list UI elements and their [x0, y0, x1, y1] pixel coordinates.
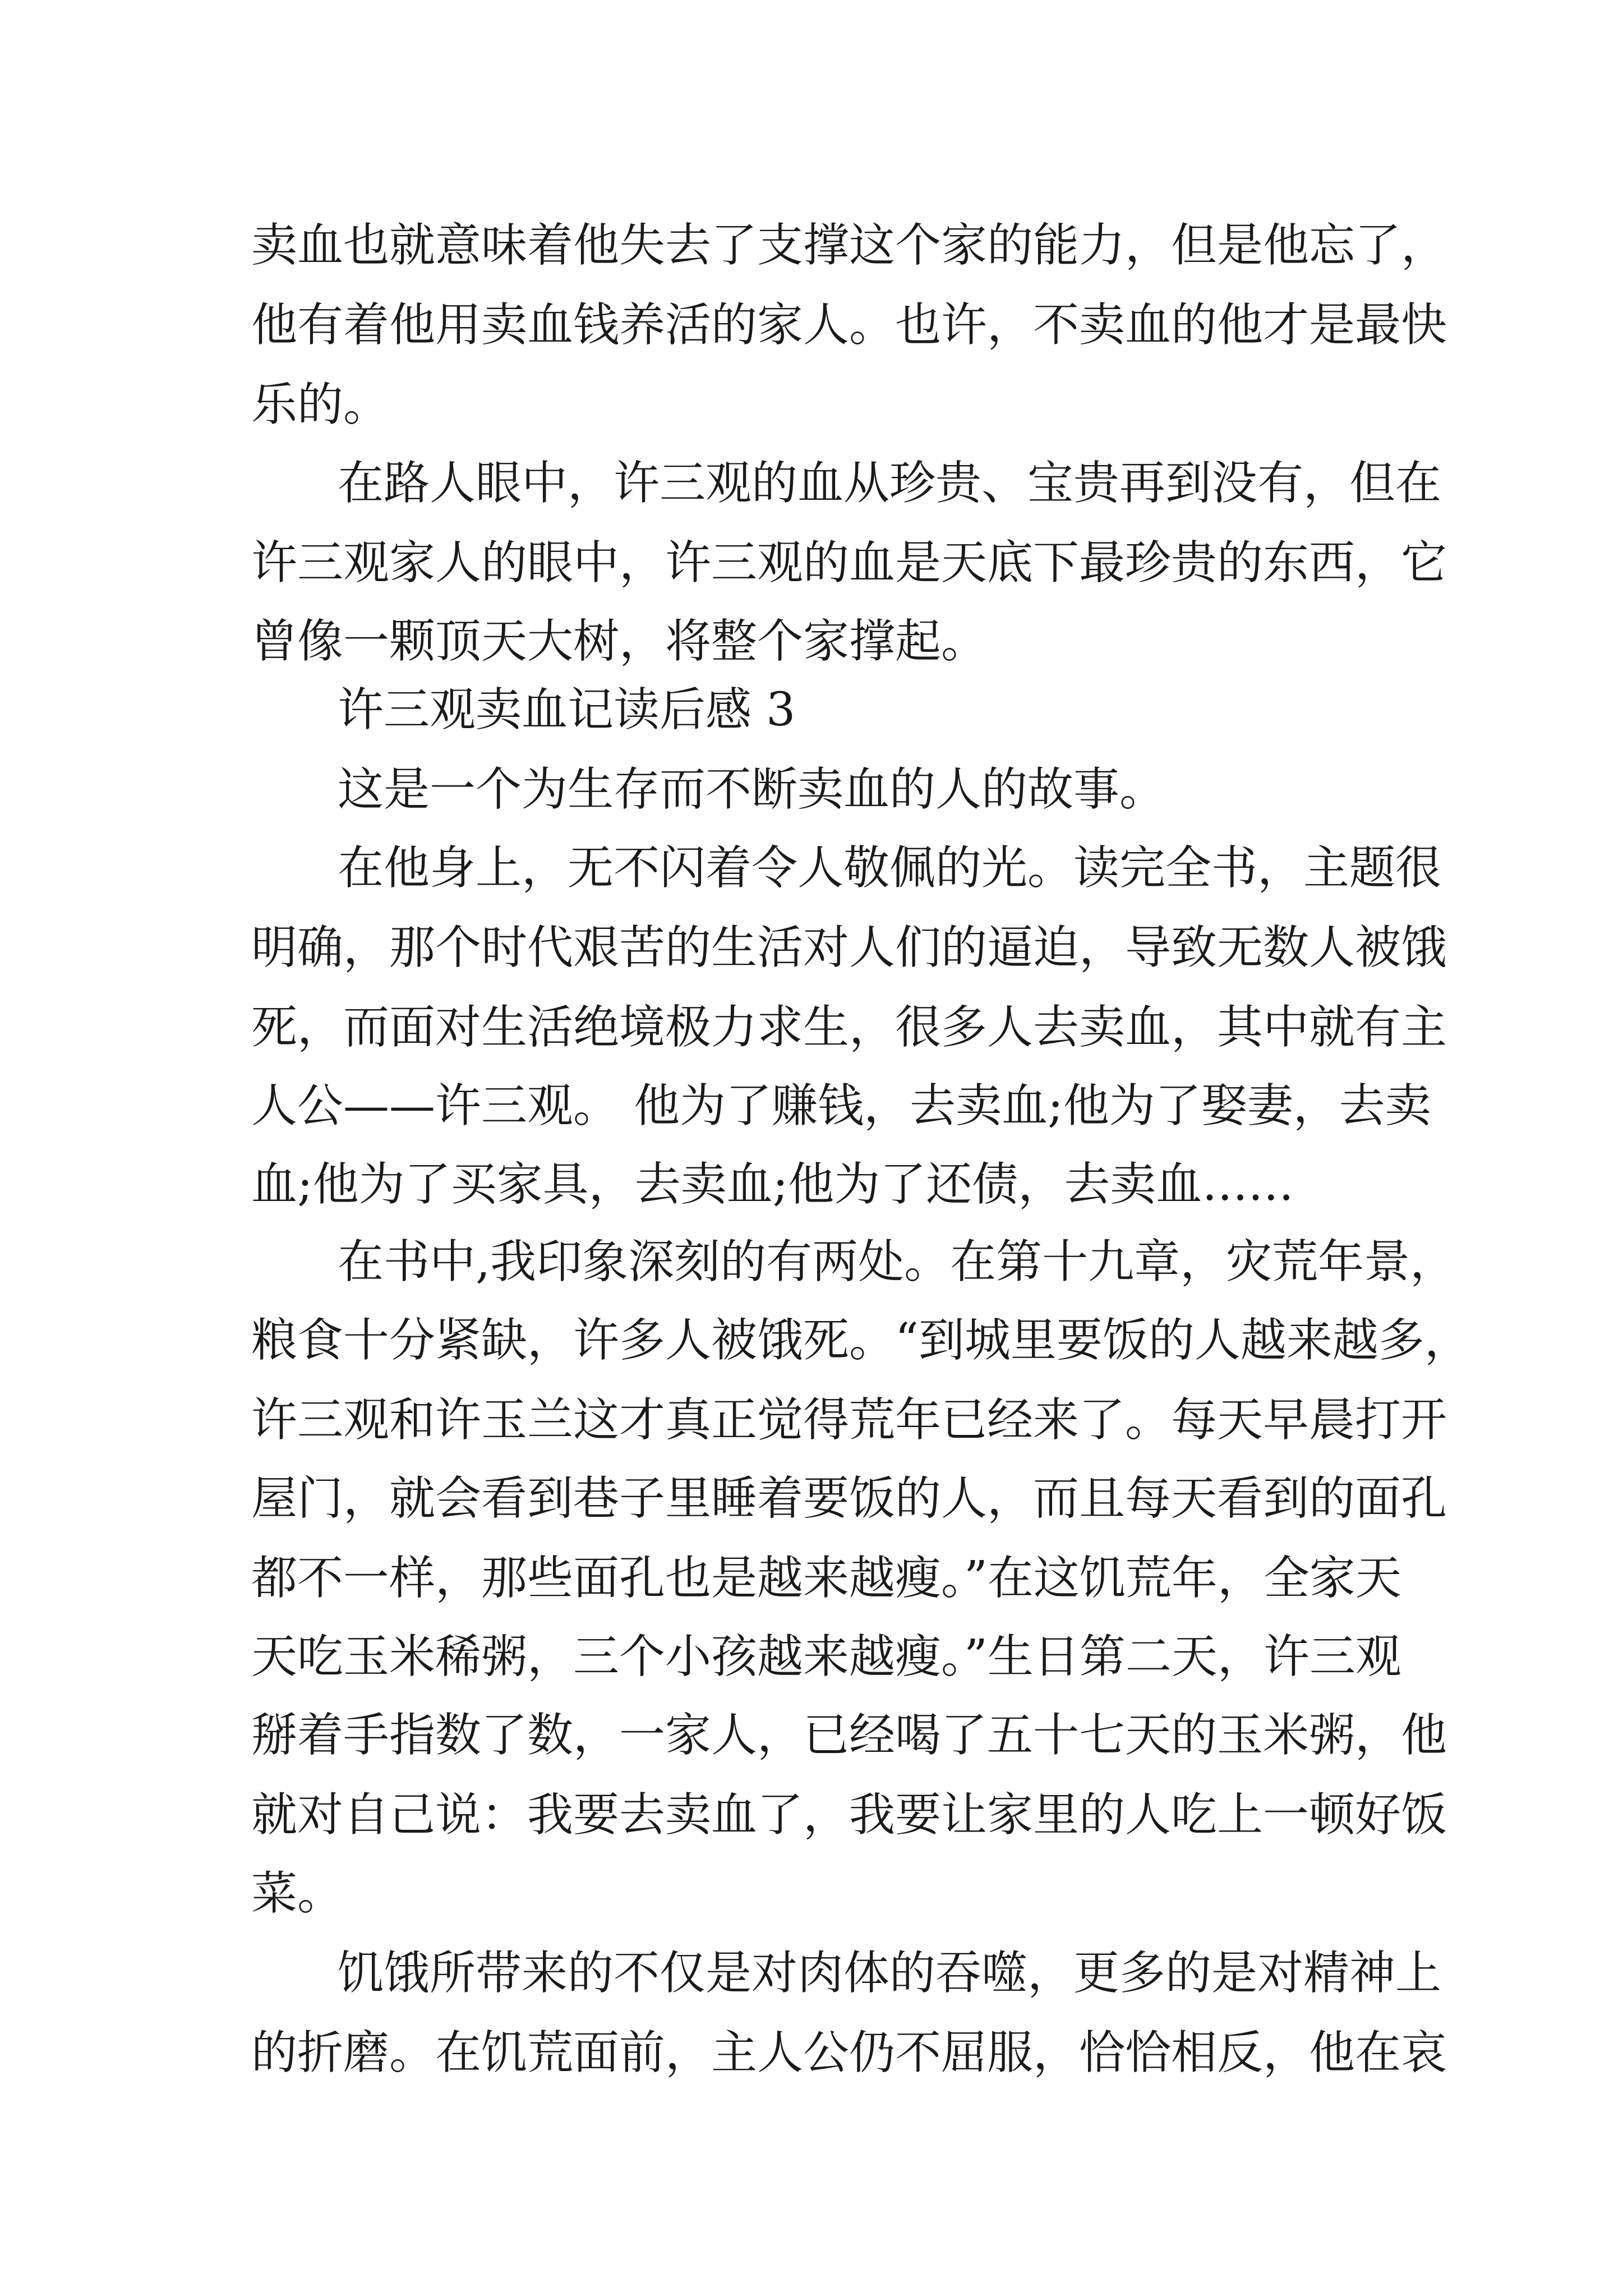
text-line: 明确，那个时代艰苦的生活对人们的逼迫，导致无数人被饿 — [251, 921, 1447, 974]
text-line: 乐的。 — [251, 378, 390, 431]
text-line: 的折磨。在饥荒面前，主人公仍不屈服，恰恰相反，他在哀 — [251, 2026, 1447, 2079]
paragraph-first-line: 在他身上，无不闪着令人敬佩的光。读完全书，主题很 — [338, 841, 1442, 895]
section-heading: 许三观卖血记读后感 3 — [338, 683, 796, 737]
text-line: 都不一样，那些面孔也是越来越瘦。”在这饥荒年，全家天 — [251, 1552, 1401, 1605]
text-line: 屋门，就会看到巷子里睡着要饭的人，而且每天看到的面孔 — [251, 1472, 1447, 1525]
text-line: 卖血也就意味着他失去了支撑这个家的能力，但是他忘了， — [251, 219, 1447, 272]
text-line: 他有着他用卖血钱养活的家人。也许，不卖血的他才是最快 — [251, 298, 1447, 352]
paragraph-first-line: 在路人眼中，许三观的血从珍贵、宝贵再到没有，但在 — [338, 457, 1442, 510]
text-line: 曾像一颗顶天大树，将整个家撑起。 — [251, 615, 988, 668]
text-line: 许三观和许玉兰这才真正觉得荒年已经来了。每天早晨打开 — [251, 1393, 1447, 1447]
paragraph-first-line: 饥饿所带来的不仅是对肉体的吞噬，更多的是对精神上 — [338, 1947, 1442, 2000]
text-line: 天吃玉米稀粥，三个小孩越来越瘦。”生日第二天，许三观 — [251, 1630, 1401, 1683]
text-line: 许三观家人的眼中，许三观的血是天底下最珍贵的东西，它 — [251, 536, 1447, 590]
text-line: 就对自己说：我要去卖血了，我要让家里的人吃上一顿好饭 — [251, 1788, 1447, 1842]
paragraph-first-line: 在书中,我印象深刻的有两处。在第十九章，灾荒年景， — [338, 1235, 1456, 1289]
text-line: 掰着手指数了数，一家人，已经喝了五十七天的玉米粥，他 — [251, 1709, 1447, 1762]
text-line: 死，而面对生活绝境极力求生，很多人去卖血，其中就有主 — [251, 1001, 1447, 1054]
text-line: 人公——许三观。 他为了赚钱，去卖血;他为了娶妻，去卖 — [251, 1079, 1431, 1133]
text-line: 菜。 — [251, 1867, 344, 1920]
text-line: 粮食十分紧缺，许多人被饿死。“到城里要饭的人越来越多， — [251, 1314, 1470, 1367]
paragraph-first-line: 这是一个为生存而不断卖血的人的故事。 — [338, 763, 1166, 816]
text-line: 血;他为了买家具，去卖血;他为了还债，去卖血…… — [251, 1158, 1294, 1211]
